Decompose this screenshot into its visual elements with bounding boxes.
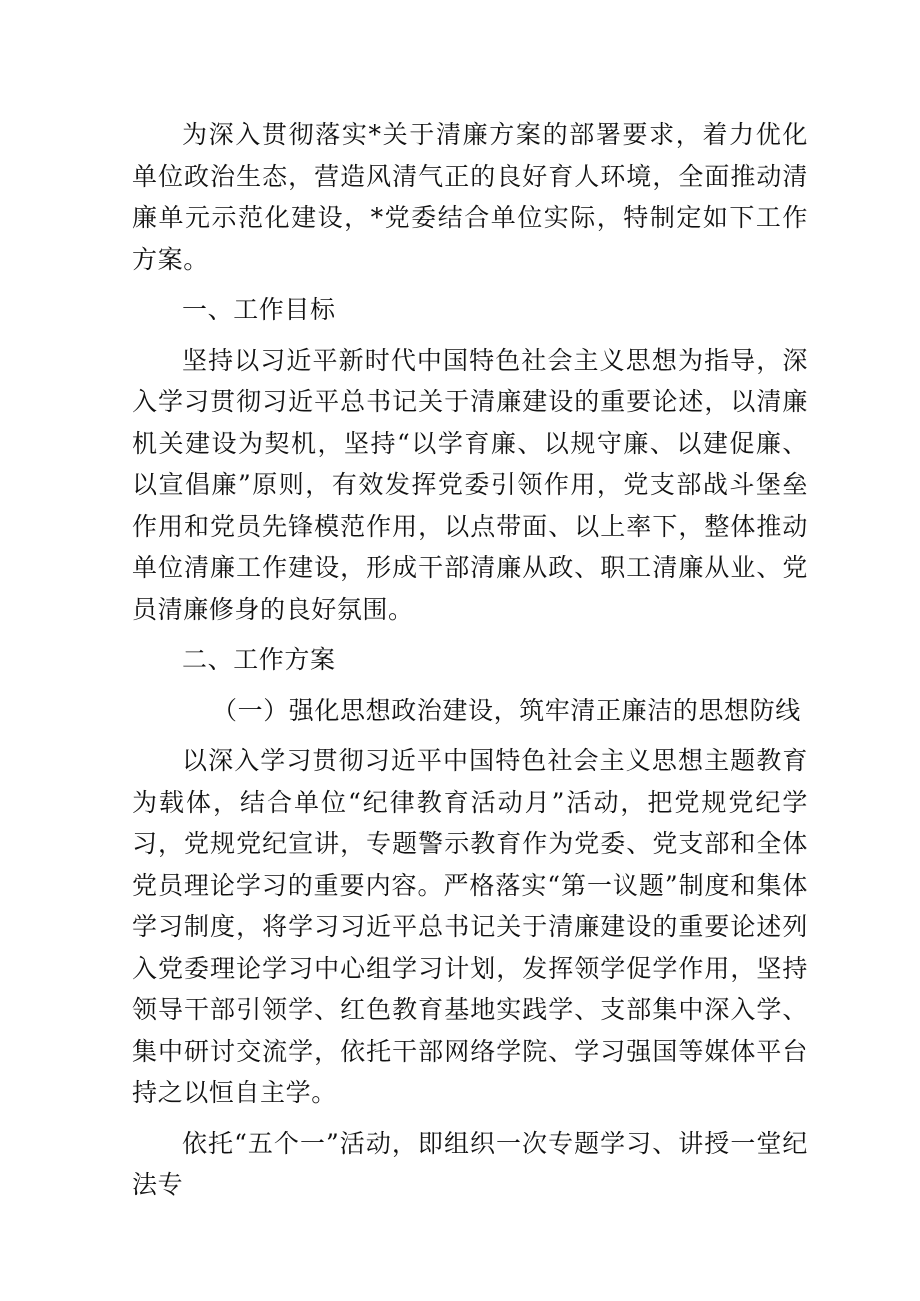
ideology-paragraph: 以深入学习贯彻习近平中国特色社会主义思想主题教育为载体，结合单位“纪律教育活动月”活动，把党规党纪学习，党规党纪宣讲，专题警示教育作为党委、党支部和全体党员理论学习的重要内容。严格落实“第一议题”制度和集体学习制度，将学习习近平总书记关于清廉建设的重要论述列入党委理论学习中心组学习计划，发挥领学促学作用，坚持领导干部引领学、红色教育基地实践学、支部集中深入学、集中研讨交流学，依托干部网络学院、学习强国等媒体平台持之以恒自主学。 bbox=[132, 746, 808, 1107]
intro-paragraph: 为深入贯彻落实*关于清廉方案的部署要求，着力优化单位政治生态，营造风清气正的良好育人环境，全面推动清廉单元示范化建设，*党委结合单位实际，特制定如下工作方案。 bbox=[132, 120, 808, 274]
five-ones-paragraph: 依托“五个一”活动，即组织一次专题学习、讲授一堂纪法专 bbox=[132, 1128, 808, 1199]
subsection-heading-ideology: （一）强化思想政治建设，筑牢清正廉洁的思想防线 bbox=[212, 695, 801, 725]
document-body bbox=[132, 114, 808, 1206]
goals-paragraph: 坚持以习近平新时代中国特色社会主义思想为指导，深入学习贯彻习近平总书记关于清廉建设的重要论述，以清廉机关建设为契机，坚持“以学育廉、以规守廉、以建促廉、以宣倡廉”原则，有效发挥党委引领作用，党支部战斗堡垒作用和党员先锋模范作用，以点带面、以上率下，整体推动单位清廉工作建设，形成干部清廉从政、职工清廉从业、党员清廉修身的良好氛围。 bbox=[132, 345, 808, 624]
section-heading-plan: 二、工作方案 bbox=[182, 645, 336, 674]
section-heading-goals: 一、工作目标 bbox=[182, 295, 336, 324]
